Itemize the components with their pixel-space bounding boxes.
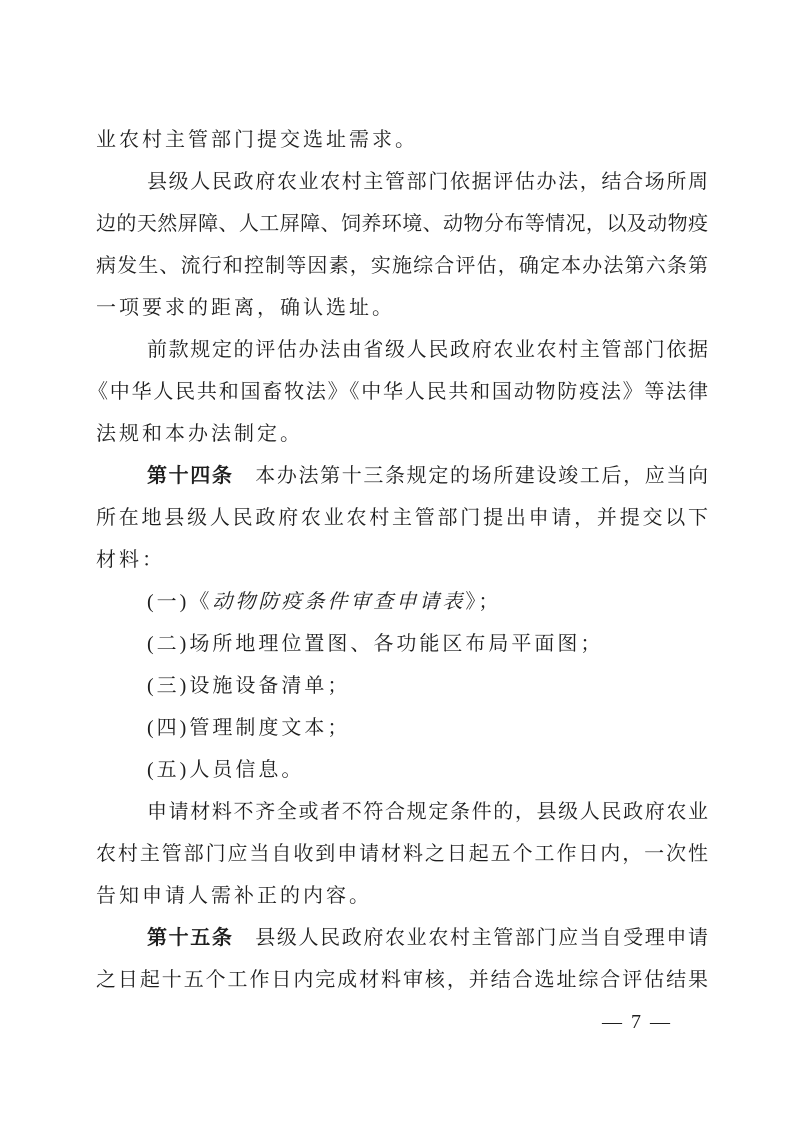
text-line [96, 539, 708, 581]
text-line [96, 455, 708, 497]
article-number: 第十五条 [147, 927, 234, 949]
text-segment: 县级人民政府农业农村主管部门应当自受理申请 [233, 927, 709, 949]
text-segment: (三)设施设备清单； [147, 675, 351, 697]
text-segment: 农村主管部门应当自收到申请材料之日起五个工作日内，一次性 [96, 843, 708, 865]
text-line [96, 917, 708, 959]
text-line [96, 623, 708, 665]
text-line [96, 287, 708, 329]
article-number: 第十四条 [147, 465, 234, 487]
text-segment: 法规和本办法制定。 [96, 423, 303, 445]
text-line [96, 665, 708, 707]
document-body [88, 119, 709, 1001]
text-segment: (五)人员信息。 [147, 759, 305, 781]
text-segment: (四)管理制度文本； [147, 717, 351, 739]
text-line [96, 497, 708, 539]
text-segment: 《中华人民共和国畜牧法》《中华人民共和国动物防疫法》等法律 [88, 381, 708, 403]
text-line [96, 119, 708, 161]
text-line [96, 245, 708, 287]
cited-document-title: 动物防疫条件审查申请表 [212, 591, 466, 613]
text-segment: 本办法第十三条规定的场所建设竣工后，应当向 [233, 465, 709, 487]
text-line [96, 959, 708, 1001]
text-segment: 业农村主管部门提交选址需求。 [96, 129, 418, 151]
text-line [96, 203, 708, 245]
text-segment: 所在地县级人民政府农业农村主管部门提出申请，并提交以下 [96, 507, 708, 529]
text-line [96, 749, 708, 791]
text-line [96, 413, 708, 455]
text-line [96, 833, 708, 875]
text-line [96, 581, 708, 623]
text-segment: 告知申请人需补正的内容。 [96, 885, 372, 907]
text-segment: (一)《 [147, 591, 213, 613]
text-segment: 申请材料不齐全或者不符合规定条件的，县级人民政府农业 [147, 801, 708, 823]
text-line [96, 791, 708, 833]
text-segment: 材料： [96, 549, 165, 571]
text-segment: 一项要求的距离，确认选址。 [96, 297, 395, 319]
text-line [96, 875, 708, 917]
page-number: — 7 — [602, 1011, 672, 1033]
text-line [96, 707, 708, 749]
text-line [96, 161, 708, 203]
text-segment: 前款规定的评估办法由省级人民政府农业农村主管部门依据 [147, 339, 708, 361]
text-line [88, 371, 708, 413]
text-segment: 边的天然屏障、人工屏障、饲养环境、动物分布等情况，以及动物疫 [96, 213, 708, 235]
text-segment: 之日起十五个工作日内完成材料审核，并结合选址综合评估结果 [96, 969, 708, 991]
text-segment: 病发生、流行和控制等因素，实施综合评估，确定本办法第六条第 [96, 255, 708, 277]
text-segment: 》； [465, 591, 502, 613]
text-segment: (二)场所地理位置图、各功能区布局平面图； [147, 633, 604, 655]
text-line [96, 329, 708, 371]
text-segment: 县级人民政府农业农村主管部门依据评估办法，结合场所周 [147, 171, 708, 193]
